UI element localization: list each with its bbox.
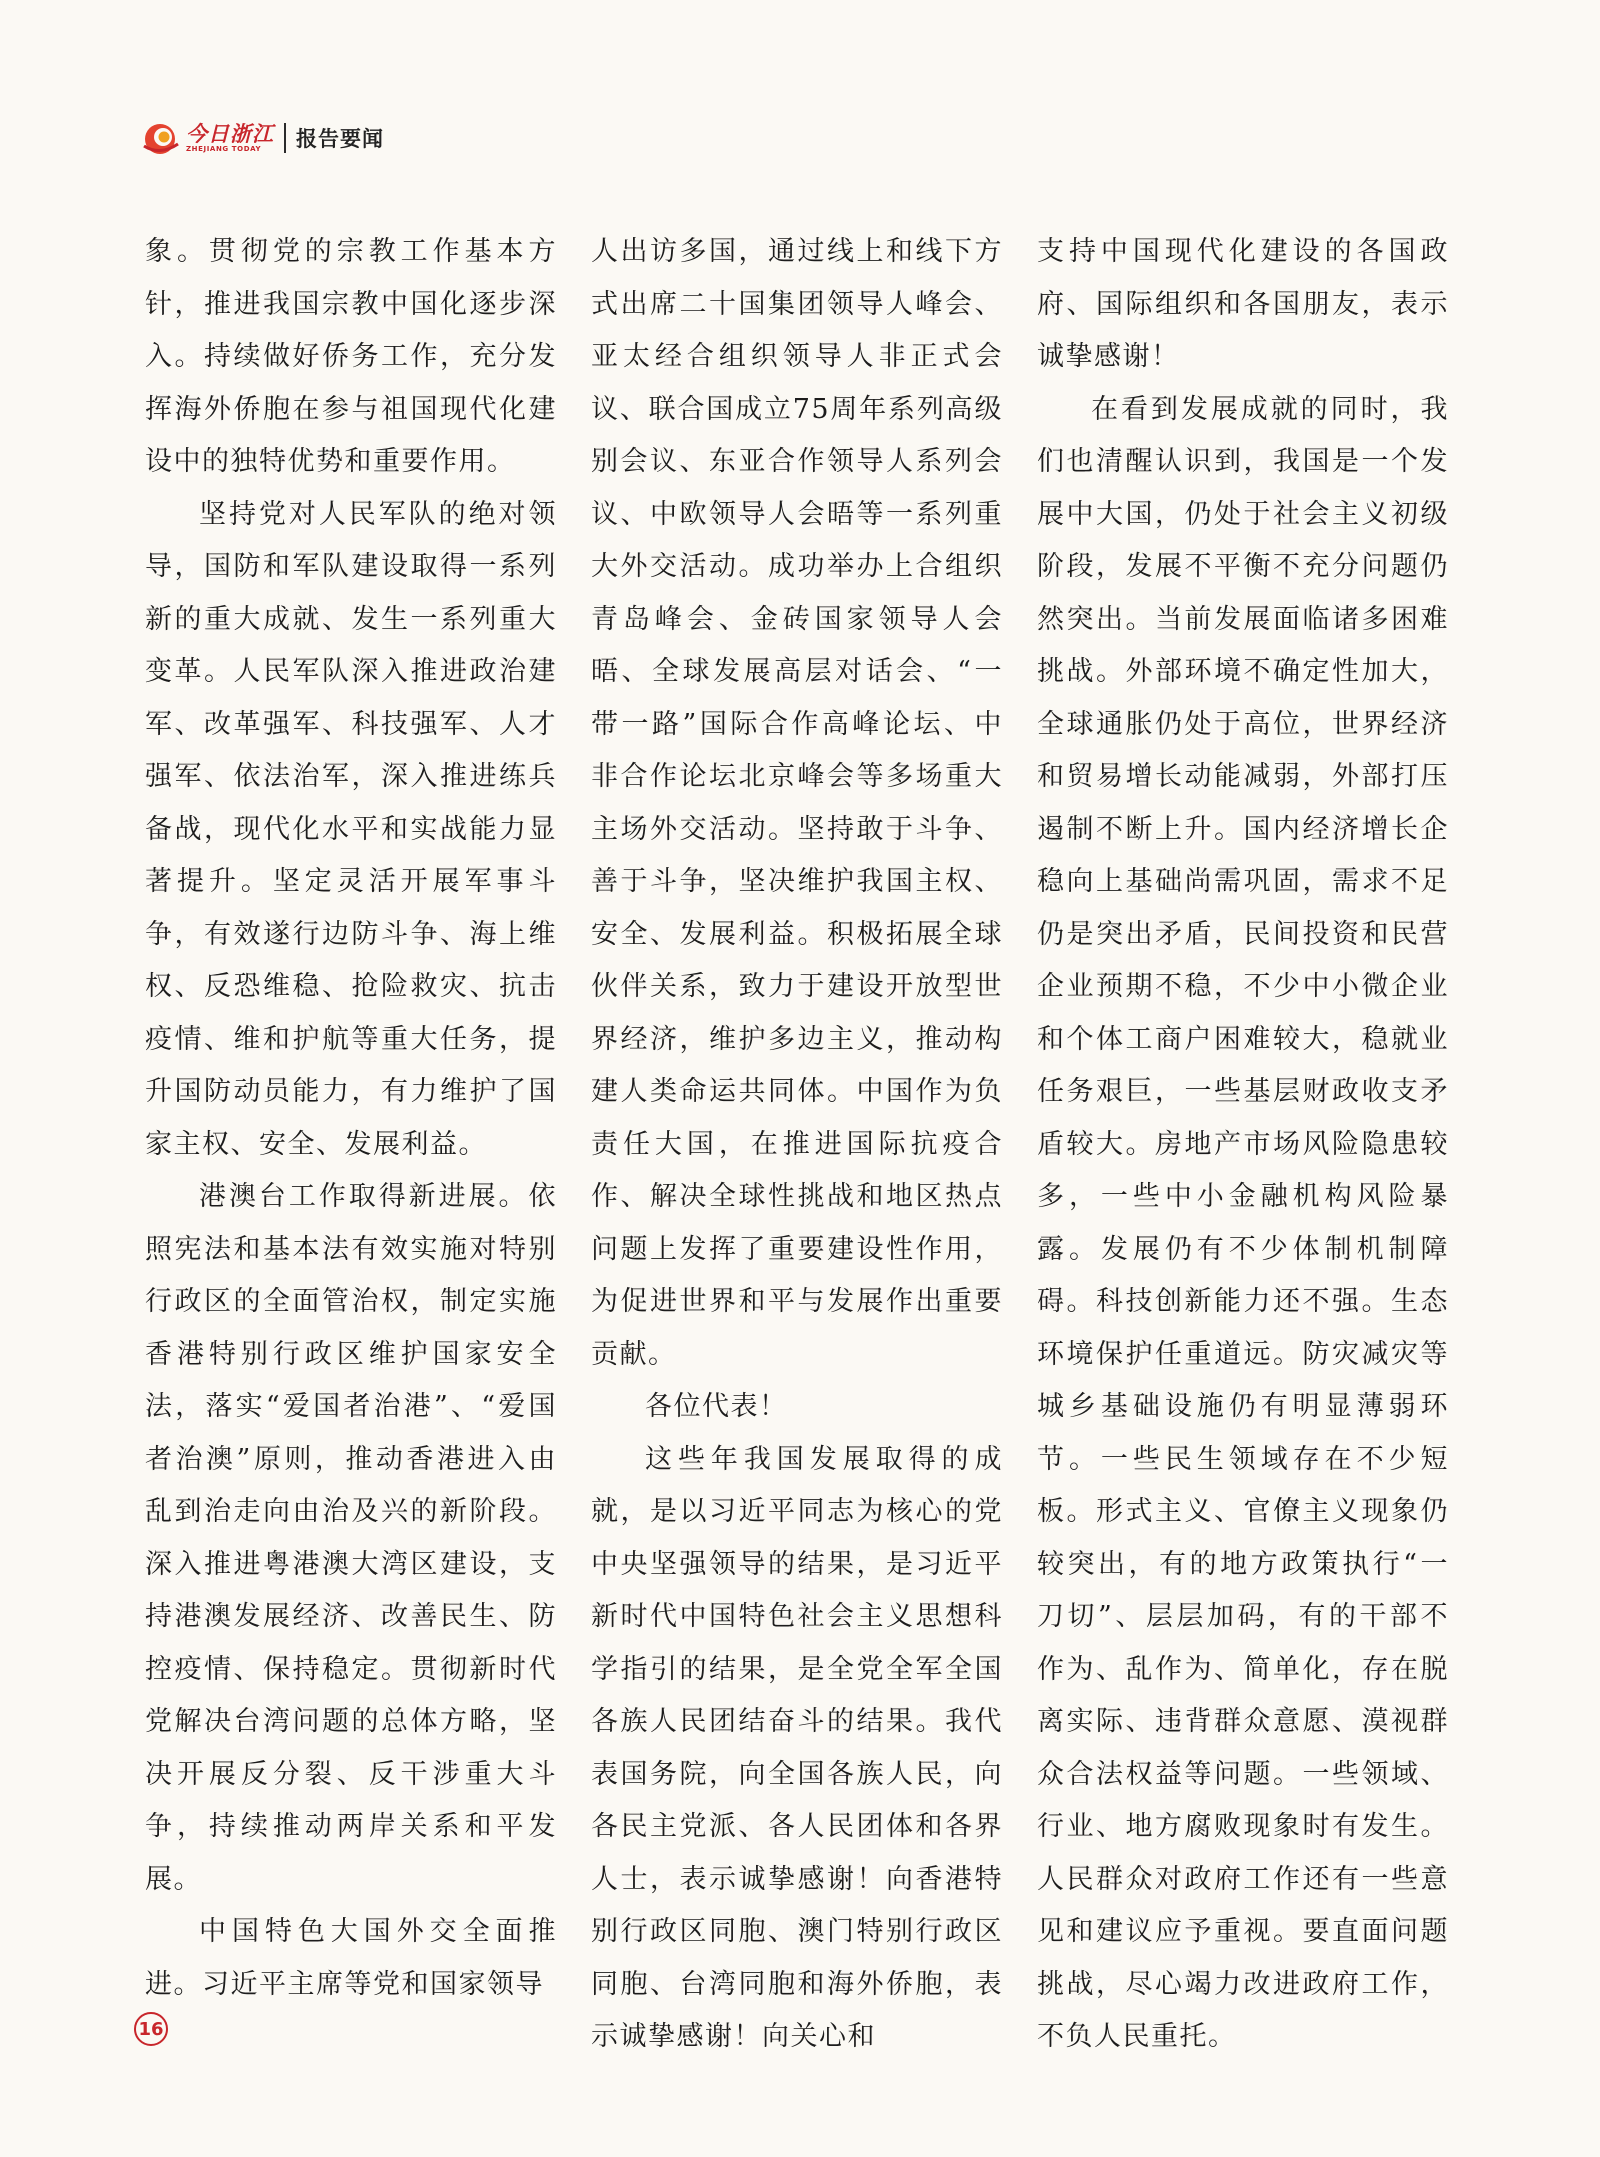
- sun-logo-icon: [140, 119, 182, 157]
- masthead: [140, 116, 384, 160]
- zhejiang-today-logo: [140, 119, 274, 157]
- section-title: 报告要闻: [296, 127, 384, 151]
- text-column-2: [591, 226, 1003, 2064]
- paragraph: 象。贯彻党的宗教工作基本方针，推进我国宗教中国化逐步深入。持续做好侨务工作，充分发挥海外侨胞在参与祖国现代化建设中的独特优势和重要作用。: [145, 236, 557, 477]
- paragraph: 中国特色大国外交全面推进。习近平主席等党和国家领导: [145, 1916, 557, 2000]
- paragraph: 港澳台工作取得新进展。依照宪法和基本法有效实施对特别行政区的全面管治权，制定实施香港特别行政区维护国家安全法，落实“爱国者治港”、“爱国者治澳”原则，推动香港进入由乱到治走向由治及兴的新阶段。深入推进粤港澳大湾区建设，支持港澳发展经济、改善民生、防控疫情、保持稳定。贯彻新时代党解决台湾问题的总体方略，坚决开展反分裂、反干涉重大斗争，持续推动两岸关系和平发展。: [145, 1181, 557, 1895]
- text-column-1: [145, 226, 557, 2011]
- paragraph: 支持中国现代化建设的各国政府、国际组织和各国朋友，表示诚挚感谢！: [1037, 236, 1449, 372]
- page-number: 16: [134, 2012, 168, 2046]
- paragraph: 这些年我国发展取得的成就，是以习近平同志为核心的党中央坚强领导的结果，是习近平新时代中国特色社会主义思想科学指引的结果，是全党全军全国各族人民团结奋斗的结果。我代表国务院，向全国各族人民，向各民主党派、各人民团体和各界人士，表示诚挚感谢！向香港特别行政区同胞、澳门特别行政区同胞、台湾同胞和海外侨胞，表示诚挚感谢！向关心和: [591, 1443, 1003, 2052]
- logo-english-text: ZHEJIANG TODAY: [186, 144, 262, 153]
- masthead-divider: [284, 123, 286, 153]
- logo-chinese-text: 今日浙江: [186, 120, 274, 146]
- paragraph: 人出访多国，通过线上和线下方式出席二十国集团领导人峰会、亚太经合组织领导人非正式会议、联合国成立75周年系列高级别会议、东亚合作领导人系列会议、中欧领导人会晤等一系列重大外交活动。成功举办上合组织青岛峰会、金砖国家领导人会晤、全球发展高层对话会、“一带一路”国际合作高峰论坛、中非合作论坛北京峰会等多场重大主场外交活动。坚持敢于斗争、善于斗争，坚决维护我国主权、安全、发展利益。积极拓展全球伙伴关系，致力于建设开放型世界经济，维护多边主义，推动构建人类命运共同体。中国作为负责任大国，在推进国际抗疫合作、解决全球性挑战和地区热点问题上发挥了重要建设性作用，为促进世界和平与发展作出重要贡献。: [591, 236, 1003, 1370]
- paragraph: 坚持党对人民军队的绝对领导，国防和军队建设取得一系列新的重大成就、发生一系列重大变革。人民军队深入推进政治建军、改革强军、科技强军、人才强军、依法治军，深入推进练兵备战，现代化水平和实战能力显著提升。坚定灵活开展军事斗争，有效遂行边防斗争、海上维权、反恐维稳、抢险救灾、抗击疫情、维和护航等重大任务，提升国防动员能力，有力维护了国家主权、安全、发展利益。: [145, 498, 557, 1160]
- paragraph: 各位代表！: [645, 1391, 788, 1422]
- paragraph: 在看到发展成就的同时，我们也清醒认识到，我国是一个发展中大国，仍处于社会主义初级阶段，发展不平衡不充分问题仍然突出。当前发展面临诸多困难挑战。外部环境不确定性加大，全球通胀仍处于高位，世界经济和贸易增长动能减弱，外部打压遏制不断上升。国内经济增长企稳向上基础尚需巩固，需求不足仍是突出矛盾，民间投资和民营企业预期不稳，不少中小微企业和个体工商户困难较大，稳就业任务艰巨，一些基层财政收支矛盾较大。房地产市场风险隐患较多，一些中小金融机构风险暴露。发展仍有不少体制机制障碍。科技创新能力还不强。生态环境保护任重道远。防灾减灾等城乡基础设施仍有明显薄弱环节。一些民生领域存在不少短板。形式主义、官僚主义现象仍较突出，有的地方政策执行“一刀切”、层层加码，有的干部不作为、乱作为、简单化，存在脱离实际、违背群众意愿、漠视群众合法权益等问题。一些领域、行业、地方腐败现象时有发生。人民群众对政府工作还有一些意见和建议应予重视。要直面问题挑战，尽心竭力改进政府工作，不负人民重托。: [1037, 393, 1449, 2052]
- text-column-3: [1037, 226, 1449, 2064]
